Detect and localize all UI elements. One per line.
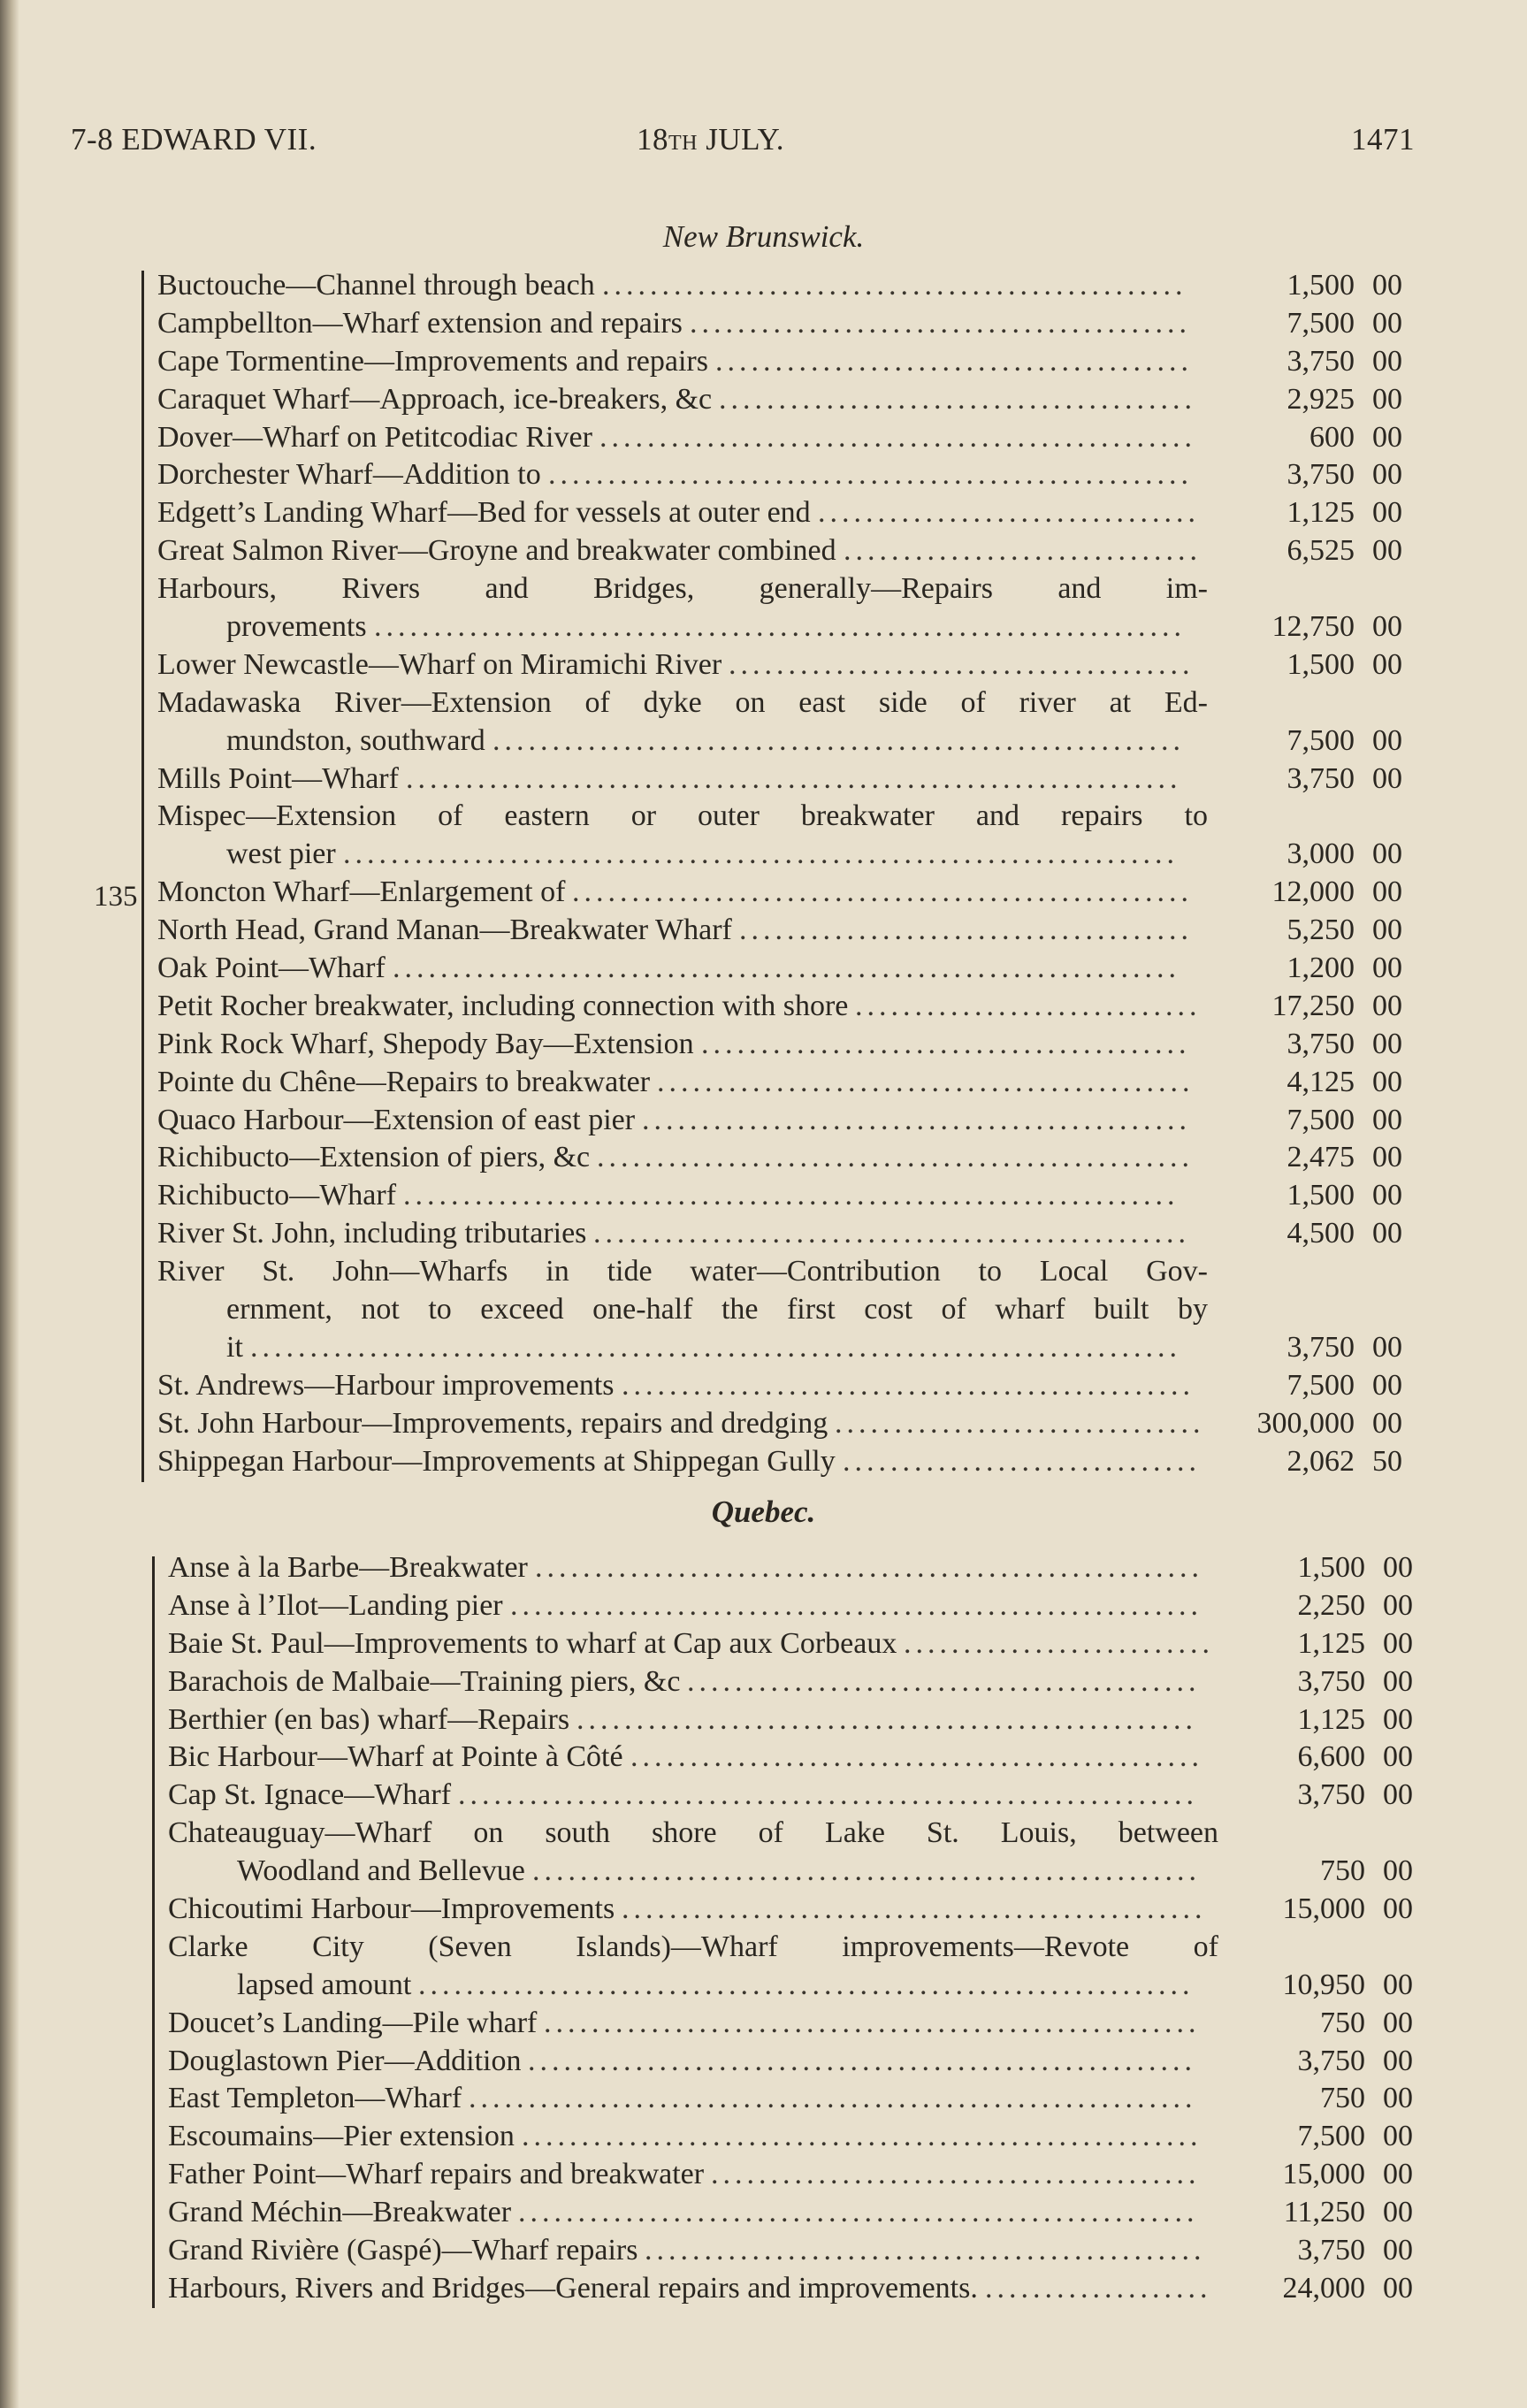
header-month: JULY.	[706, 122, 785, 157]
appropriation-row	[157, 1064, 1413, 1102]
item-description: Great Salmon River—Groyne and breakwater combined	[157, 534, 836, 568]
leader-dots: ....................................................	[576, 1702, 1197, 1736]
amount-cents: 00	[1372, 610, 1402, 644]
item-amount	[1245, 988, 1413, 1026]
amount-dollars: 1,500	[1297, 1551, 1365, 1584]
amount-dollars: 750	[1320, 2082, 1365, 2115]
amount-dollars: 600	[1309, 420, 1355, 454]
amount-cents: 00	[1383, 1740, 1413, 1774]
amount-cents: 00	[1372, 1141, 1402, 1174]
appropriation-row	[157, 494, 1413, 532]
item-description: Baie St. Paul—Improvements to wharf at Cap aux Corbeaux	[168, 1626, 897, 1660]
appropriation-row	[168, 1739, 1424, 1777]
appropriation-row	[168, 1587, 1424, 1625]
appropriation-row	[168, 1663, 1424, 1701]
appropriation-row	[157, 1367, 1413, 1405]
amount-cents: 00	[1372, 1103, 1402, 1136]
amount-dollars: 3,750	[1297, 2044, 1365, 2077]
entries-new-brunswick	[157, 267, 1413, 1481]
item-amount	[1245, 381, 1413, 419]
amount-dollars: 7,500	[1286, 306, 1355, 340]
item-description: Richibucto—Extension of piers, &c	[157, 1141, 591, 1174]
appropriation-row	[157, 1026, 1413, 1064]
section-title-new-brunswick: New Brunswick.	[662, 219, 865, 254]
item-description: Moncton Wharf—Enlargement of	[157, 875, 566, 909]
item-description: Cap St. Ignace—Wharf	[168, 1778, 452, 1812]
page-header	[71, 122, 1415, 164]
header-date	[637, 122, 784, 157]
item-amount	[1256, 1549, 1424, 1587]
leader-dots: ................................................	[622, 1368, 1195, 1402]
appropriation-row	[157, 1177, 1413, 1215]
appropriation-row	[168, 1815, 1424, 1853]
item-amount	[1245, 456, 1413, 494]
amount-cents: 00	[1372, 269, 1402, 302]
amount-cents: 00	[1383, 2120, 1413, 2153]
amount-cents: 00	[1372, 534, 1402, 568]
item-amount	[1256, 2156, 1424, 2194]
leader-dots: ...............................	[835, 1406, 1205, 1440]
item-description: lapsed amount	[237, 1968, 412, 2001]
amount-cents: 00	[1372, 647, 1402, 681]
amount-dollars: 12,000	[1271, 875, 1355, 909]
leader-dots: .........................................	[711, 2158, 1201, 2191]
item-description: Father Point—Wharf repairs and breakwater	[168, 2158, 705, 2191]
amount-dollars: 7,500	[1286, 723, 1355, 757]
item-description: River St. John, including tributaries	[157, 1217, 587, 1250]
leader-dots: .......................................	[729, 647, 1195, 681]
item-description: it	[226, 1330, 243, 1364]
leader-dots: ........................................	[715, 344, 1193, 378]
amount-dollars: 7,500	[1297, 2120, 1365, 2153]
leader-dots: ..........................................	[690, 306, 1191, 340]
amount-cents: 00	[1372, 1179, 1402, 1212]
item-amount	[1245, 267, 1413, 305]
item-amount	[1256, 2194, 1424, 2232]
appropriation-row	[157, 1215, 1413, 1253]
amount-dollars: 3,750	[1286, 1330, 1355, 1364]
appropriation-row	[157, 1253, 1413, 1291]
leader-dots: ..................................................	[593, 1217, 1190, 1250]
item-description: Pink Rock Wharf, Shepody Bay—Extension	[157, 1027, 694, 1060]
section-title-quebec: Quebec.	[711, 1494, 816, 1529]
amount-dollars: 1,125	[1286, 496, 1355, 530]
amount-cents: 00	[1372, 761, 1402, 795]
leader-dots: ................................	[818, 496, 1200, 530]
item-description: Mispec—Extension of eastern or outer breakwater and repairs to	[157, 799, 1208, 833]
amount-dollars: 10,950	[1282, 1968, 1365, 2001]
amount-cents: 00	[1383, 2271, 1413, 2305]
item-amount	[1256, 2118, 1424, 2156]
item-description: Grand Méchin—Breakwater	[168, 2196, 512, 2229]
appropriation-row	[157, 381, 1413, 419]
amount-dollars: 15,000	[1282, 2158, 1365, 2191]
amount-dollars: 3,750	[1286, 458, 1355, 492]
item-description: Anse à la Barbe—Breakwater	[168, 1551, 528, 1584]
item-description: Madawaska River—Extension of dyke on east side of river at Ed-	[157, 685, 1208, 719]
item-description: Lower Newcastle—Wharf on Miramichi River	[157, 647, 722, 681]
appropriation-row	[168, 1853, 1424, 1891]
item-amount	[1245, 836, 1413, 874]
item-amount	[1245, 950, 1413, 988]
amount-cents: 50	[1372, 1444, 1402, 1478]
item-description: Douglastown Pier—Addition	[168, 2044, 522, 2077]
amount-cents: 00	[1372, 723, 1402, 757]
amount-dollars: 3,750	[1286, 344, 1355, 378]
item-amount	[1245, 1102, 1413, 1140]
item-amount	[1245, 1329, 1413, 1367]
item-description: west pier	[226, 837, 336, 871]
amount-dollars: 4,125	[1286, 1065, 1355, 1098]
item-description: River St. John—Wharfs in tide water—Contribution to Local Gov-	[157, 1255, 1208, 1288]
appropriation-row	[157, 912, 1413, 950]
appropriation-row	[157, 532, 1413, 570]
item-description: Woodland and Bellevue	[237, 1854, 525, 1888]
item-description: St. John Harbour—Improvements, repairs and dredging	[157, 1406, 828, 1440]
amount-cents: 00	[1372, 382, 1402, 416]
amount-cents: 00	[1372, 952, 1402, 985]
appropriation-row	[168, 1929, 1424, 1967]
amount-dollars: 3,750	[1286, 761, 1355, 795]
amount-cents: 00	[1372, 1368, 1402, 1402]
item-description: Buctouche—Channel through beach	[157, 269, 595, 302]
item-description: Harbours, Rivers and Bridges, generally—Repairs and im-	[157, 572, 1208, 606]
amount-dollars: 2,475	[1286, 1141, 1355, 1174]
item-amount	[1245, 1026, 1413, 1064]
leader-dots: ......................................................	[548, 458, 1193, 492]
item-description: Bic Harbour—Wharf at Pointe à Côté	[168, 1740, 623, 1774]
amount-dollars: 2,925	[1286, 382, 1355, 416]
item-description: ernment, not to exceed one-half the first cost of wharf built by	[226, 1293, 1208, 1326]
item-amount	[1245, 1064, 1413, 1102]
leader-dots: ................................................	[630, 1740, 1203, 1774]
item-amount	[1245, 343, 1413, 381]
amount-dollars: 3,750	[1297, 1778, 1365, 1812]
appropriation-row	[157, 1102, 1413, 1140]
leader-dots: ..............................	[844, 534, 1202, 568]
item-amount	[1256, 2270, 1424, 2308]
amount-cents: 00	[1372, 1330, 1402, 1364]
appropriation-row	[157, 836, 1413, 874]
amount-dollars: 3,750	[1297, 1664, 1365, 1698]
item-description: Dover—Wharf on Petitcodiac River	[157, 420, 592, 454]
item-amount	[1245, 646, 1413, 684]
leader-dots: ...............................................	[645, 2234, 1206, 2267]
amount-dollars: 12,750	[1271, 610, 1355, 644]
appropriation-row	[157, 988, 1413, 1026]
amount-dollars: 6,600	[1297, 1740, 1365, 1774]
amount-dollars: 6,525	[1286, 534, 1355, 568]
appropriation-row	[168, 2194, 1424, 2232]
item-amount	[1256, 1891, 1424, 1929]
leader-dots: ..............................................................................	[250, 1330, 1181, 1364]
amount-dollars: 1,500	[1286, 269, 1355, 302]
amount-cents: 00	[1383, 1664, 1413, 1698]
item-amount	[1245, 761, 1413, 799]
item-amount	[1256, 1625, 1424, 1663]
item-amount	[1245, 419, 1413, 457]
page-number: 1471	[1351, 122, 1415, 157]
item-amount	[1245, 494, 1413, 532]
leader-dots: ..................................................	[597, 1141, 1194, 1174]
amount-dollars: 750	[1320, 1854, 1365, 1888]
item-amount	[1256, 2232, 1424, 2270]
leader-dots: ........................................................	[535, 1551, 1203, 1584]
leader-dots: .................................................................	[406, 761, 1182, 795]
item-description: Campbellton—Wharf extension and repairs	[157, 306, 683, 340]
item-amount	[1245, 1443, 1413, 1481]
amount-cents: 00	[1383, 1626, 1413, 1660]
appropriation-row	[157, 761, 1413, 799]
item-amount	[1245, 722, 1413, 761]
appropriation-row	[168, 2232, 1424, 2270]
leader-dots: ....................................................................	[374, 610, 1186, 644]
item-amount	[1245, 912, 1413, 950]
appropriation-row	[157, 798, 1413, 836]
amount-dollars: 24,000	[1282, 2271, 1365, 2305]
item-amount	[1256, 1967, 1424, 2005]
amount-dollars: 1,500	[1286, 1179, 1355, 1212]
amount-cents: 00	[1372, 1065, 1402, 1098]
leader-dots: ......................................	[739, 914, 1193, 947]
item-description: provements	[226, 610, 367, 644]
item-amount	[1256, 2043, 1424, 2081]
amount-cents: 00	[1383, 2234, 1413, 2267]
amount-dollars: 1,125	[1297, 1626, 1365, 1660]
book-spine-shadow	[0, 0, 19, 2408]
appropriation-row	[168, 1891, 1424, 1929]
amount-dollars: 300,000	[1256, 1406, 1355, 1440]
appropriation-row	[168, 1625, 1424, 1663]
entries-quebec	[168, 1549, 1424, 2308]
amount-dollars: 2,250	[1297, 1588, 1365, 1622]
item-amount	[1256, 1853, 1424, 1891]
amount-cents: 00	[1372, 837, 1402, 871]
item-description: Oak Point—Wharf	[157, 952, 386, 985]
leader-dots: ..........................................................	[492, 723, 1185, 757]
item-description: Quaco Harbour—Extension of east pier	[157, 1103, 636, 1136]
leader-dots: .............................................................	[469, 2082, 1197, 2115]
leader-dots: .................................................	[622, 1892, 1207, 1926]
item-description: North Head, Grand Manan—Breakwater Wharf	[157, 914, 732, 947]
amount-dollars: 750	[1320, 2006, 1365, 2039]
item-amount	[1256, 1587, 1424, 1625]
leader-dots: ...........................................	[687, 1664, 1201, 1698]
amount-dollars: 1,125	[1297, 1702, 1365, 1736]
item-amount	[1245, 608, 1413, 646]
item-amount	[1256, 1739, 1424, 1777]
header-day: 18	[637, 122, 668, 157]
item-description: mundston, southward	[226, 723, 485, 757]
appropriation-row	[157, 722, 1413, 761]
item-description: Richibucto—Wharf	[157, 1179, 397, 1212]
item-description: Berthier (en bas) wharf—Repairs	[168, 1702, 570, 1736]
leader-dots: .................................................................	[418, 1968, 1195, 2001]
appropriation-row	[168, 2156, 1424, 2194]
leader-dots: ..................................................	[599, 420, 1196, 454]
item-description: East Templeton—Wharf	[168, 2082, 462, 2115]
brace-quebec	[152, 1556, 155, 2308]
amount-cents: 00	[1372, 496, 1402, 530]
amount-dollars: 7,500	[1286, 1103, 1355, 1136]
amount-cents: 00	[1383, 1551, 1413, 1584]
amount-dollars: 7,500	[1286, 1368, 1355, 1402]
leader-dots: .........................................	[701, 1027, 1191, 1060]
item-amount	[1245, 1215, 1413, 1253]
leader-dots: ........................................................	[532, 1854, 1201, 1888]
brace-new-brunswick	[141, 271, 144, 1482]
amount-dollars: 1,500	[1286, 647, 1355, 681]
amount-cents: 00	[1372, 1406, 1402, 1440]
leader-dots: ....................................................	[572, 875, 1193, 909]
item-description: Chateauguay—Wharf on south shore of Lake St. Louis, between	[168, 1816, 1218, 1850]
item-description: Edgett’s Landing Wharf—Bed for vessels at outer end	[157, 496, 811, 530]
item-amount	[1245, 874, 1413, 912]
amount-cents: 00	[1372, 458, 1402, 492]
appropriation-row	[157, 267, 1413, 305]
appropriation-row	[157, 343, 1413, 381]
item-description: Cape Tormentine—Improvements and repairs	[157, 344, 708, 378]
appropriation-row	[157, 874, 1413, 912]
amount-cents: 00	[1383, 2006, 1413, 2039]
appropriation-row	[168, 1967, 1424, 2005]
amount-cents: 00	[1372, 989, 1402, 1022]
item-description: Caraquet Wharf—Approach, ice-breakers, &c	[157, 382, 713, 416]
appropriation-row	[168, 2005, 1424, 2043]
item-description: Petit Rocher breakwater, including connection with shore	[157, 989, 849, 1022]
appropriation-row	[157, 570, 1413, 608]
item-description: Pointe du Chêne—Repairs to breakwater	[157, 1065, 651, 1098]
amount-cents: 00	[1372, 420, 1402, 454]
amount-dollars: 5,250	[1286, 914, 1355, 947]
leader-dots: .................................................................	[403, 1179, 1180, 1212]
amount-cents: 00	[1383, 2196, 1413, 2229]
appropriation-row	[157, 608, 1413, 646]
leader-dots: .......................................................	[544, 2006, 1201, 2039]
amount-cents: 00	[1372, 344, 1402, 378]
amount-dollars: 15,000	[1282, 1892, 1365, 1926]
leader-dots: ......................................................................	[343, 837, 1179, 871]
amount-dollars: 1,200	[1286, 952, 1355, 985]
leader-dots: ...................	[985, 2271, 1212, 2305]
appropriation-row	[157, 1291, 1413, 1329]
item-amount	[1245, 532, 1413, 570]
item-amount	[1245, 1177, 1413, 1215]
amount-dollars: 3,750	[1297, 2234, 1365, 2267]
amount-dollars: 17,250	[1271, 989, 1355, 1022]
item-amount	[1245, 1367, 1413, 1405]
appropriation-row	[168, 2118, 1424, 2156]
amount-cents: 00	[1383, 1968, 1413, 2001]
item-description: Shippegan Harbour—Improvements at Shippegan Gully	[157, 1444, 836, 1478]
header-day-suffix: TH	[668, 132, 698, 155]
item-amount	[1256, 2005, 1424, 2043]
appropriation-row	[157, 456, 1413, 494]
item-description: Grand Rivière (Gaspé)—Wharf repairs	[168, 2234, 638, 2267]
item-description: St. Andrews—Harbour improvements	[157, 1368, 615, 1402]
appropriation-row	[157, 684, 1413, 722]
appropriation-row	[168, 2043, 1424, 2081]
item-amount	[1256, 1777, 1424, 1815]
leader-dots: ..........................	[904, 1626, 1214, 1660]
amount-cents: 00	[1383, 1854, 1413, 1888]
item-description: Anse à l’Ilot—Landing pier	[168, 1588, 503, 1622]
amount-cents: 00	[1383, 2158, 1413, 2191]
appropriation-row	[157, 1139, 1413, 1177]
amount-cents: 00	[1372, 875, 1402, 909]
amount-cents: 00	[1383, 1702, 1413, 1736]
item-description: Clarke City (Seven Islands)—Wharf improvements—Revote of	[168, 1930, 1218, 1963]
item-amount	[1256, 1701, 1424, 1739]
amount-cents: 00	[1383, 2044, 1413, 2077]
leader-dots: .............................	[855, 989, 1202, 1022]
appropriation-row	[157, 950, 1413, 988]
leader-dots: ........................................	[719, 382, 1196, 416]
amount-cents: 00	[1383, 1778, 1413, 1812]
leader-dots: ..............................................................	[458, 1778, 1198, 1812]
amount-cents: 00	[1372, 306, 1402, 340]
amount-cents: 00	[1372, 914, 1402, 947]
amount-cents: 00	[1372, 1027, 1402, 1060]
appropriation-row	[168, 1777, 1424, 1815]
item-description: Escoumains—Pier extension	[168, 2120, 515, 2153]
leader-dots: ........................................................	[528, 2044, 1196, 2077]
appropriation-row	[157, 419, 1413, 457]
leader-dots: .........................................................	[518, 2196, 1199, 2229]
amount-dollars: 4,500	[1286, 1217, 1355, 1250]
leader-dots: .........................................................	[522, 2120, 1203, 2153]
item-amount	[1245, 1405, 1413, 1443]
leader-dots: ..........................................................	[510, 1588, 1203, 1622]
appropriation-row	[157, 1405, 1413, 1443]
leader-dots: .................................................	[602, 269, 1187, 302]
amount-cents: 00	[1383, 2082, 1413, 2115]
item-amount	[1256, 2080, 1424, 2118]
item-description: Barachois de Malbaie—Training piers, &c	[168, 1664, 681, 1698]
item-description: Harbours, Rivers and Bridges—General repairs and improvements.	[168, 2271, 978, 2305]
item-description: Mills Point—Wharf	[157, 761, 399, 795]
item-amount	[1256, 1663, 1424, 1701]
item-description: Chicoutimi Harbour—Improvements	[168, 1892, 615, 1926]
item-amount	[1245, 305, 1413, 343]
amount-dollars: 2,062	[1286, 1444, 1355, 1478]
leader-dots: ..............................	[843, 1444, 1201, 1478]
appropriation-row	[157, 305, 1413, 343]
appropriation-row	[168, 1701, 1424, 1739]
item-description: Dorchester Wharf—Addition to	[157, 458, 541, 492]
item-amount	[1245, 1139, 1413, 1177]
leader-dots: .............................................	[657, 1065, 1195, 1098]
amount-cents: 00	[1372, 1217, 1402, 1250]
appropriation-row	[157, 1443, 1413, 1481]
appropriation-row	[157, 646, 1413, 684]
appropriation-row	[157, 1329, 1413, 1367]
appropriation-row	[168, 1549, 1424, 1587]
amount-cents: 00	[1383, 1892, 1413, 1926]
appropriation-row	[168, 2080, 1424, 2118]
header-session: 7-8 EDWARD VII.	[71, 122, 317, 157]
amount-dollars: 3,000	[1286, 837, 1355, 871]
item-description: Doucet’s Landing—Pile wharf	[168, 2006, 538, 2039]
leader-dots: ..................................................................	[393, 952, 1180, 985]
amount-dollars: 3,750	[1286, 1027, 1355, 1060]
vote-number: 135	[94, 881, 138, 913]
leader-dots: ..............................................	[642, 1103, 1191, 1136]
amount-dollars: 11,250	[1283, 2196, 1365, 2229]
amount-cents: 00	[1383, 1588, 1413, 1622]
appropriation-row	[168, 2270, 1424, 2308]
